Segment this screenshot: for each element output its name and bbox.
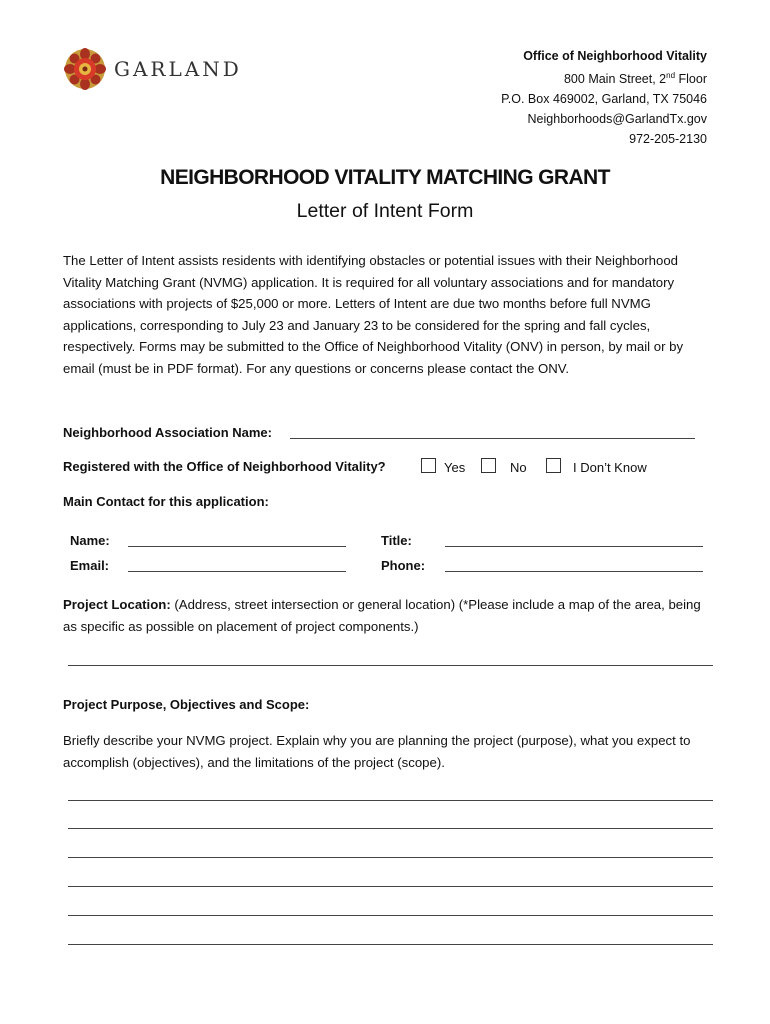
phone-field[interactable] [445, 557, 703, 572]
registered-unknown-checkbox[interactable] [546, 458, 561, 473]
project-location-text [63, 594, 713, 638]
logo-wordmark: GARLAND [114, 57, 242, 81]
project-purpose-line-1[interactable] [68, 786, 713, 801]
office-street-address [407, 66, 707, 89]
floor-text: Floor [675, 72, 707, 87]
phone-label: Phone: [381, 558, 426, 573]
name-field[interactable] [128, 532, 346, 547]
project-purpose-line-4[interactable] [68, 872, 713, 887]
project-purpose-description: Briefly describe your NVMG project. Explain why you are planning the project (purpose), what you expect to accomplish (objectives), and the limitations of the project (scope). [63, 733, 691, 770]
project-purpose-label: Project Purpose, Objectives and Scope: [63, 697, 310, 712]
office-contact-block [407, 46, 707, 149]
registered-no-label: No [510, 460, 527, 475]
name-label: Name: [70, 533, 110, 548]
title-field[interactable] [445, 532, 703, 547]
project-purpose-line-5[interactable] [68, 901, 713, 916]
registered-unknown-label: I Don’t Know [573, 460, 647, 475]
street-text: 800 Main Street, 2 [563, 72, 667, 87]
form-title: NEIGHBORHOOD VITALITY MATCHING GRANT [160, 166, 610, 189]
main-contact-label: Main Contact for this application: [63, 494, 269, 509]
registered-no-checkbox[interactable] [481, 458, 496, 473]
project-location-field[interactable] [68, 651, 713, 666]
garland-logo [64, 48, 242, 90]
project-location-instructions: (Address, street intersection or general location) (*Please include a map of the area, being as specific as possible on placement of project components.) [63, 597, 701, 634]
association-name-field[interactable] [290, 424, 695, 439]
registered-yes-label: Yes [444, 460, 466, 475]
form-subtitle: Letter of Intent Form [296, 200, 474, 222]
email-label: Email: [70, 558, 110, 573]
email-field[interactable] [128, 557, 346, 572]
project-purpose-line-3[interactable] [68, 843, 713, 858]
office-email[interactable]: Neighborhoods@GarlandTx.gov [527, 112, 707, 127]
office-phone: 972-205-2130 [629, 132, 707, 147]
title-label: Title: [381, 533, 412, 548]
registered-label: Registered with the Office of Neighborhood Vitality? [63, 459, 386, 474]
floor-ordinal: nd [666, 71, 676, 80]
office-name: Office of Neighborhood Vitality [523, 49, 707, 63]
association-name-label: Neighborhood Association Name: [63, 425, 272, 440]
intro-paragraph: The Letter of Intent assists residents with identifying obstacles or potential issues with their Neighborhood Vitality Matching Grant (NVMG) application. It is required for all voluntary associations and for mandatory associations with projects of $25,000 or more. Letters of Intent are due two months before full NVMG applications, corresponding to July 23 and January 23 to be considered for the spring and fall cycles, respectively. Forms may be submitted to the Office of Neighborhood Vitality (ONV) in person, by mail or by email (must be in PDF format). For any questions or concerns please contact the ONV. [63, 253, 684, 376]
garland-flower-icon [64, 48, 106, 90]
project-purpose-line-6[interactable] [68, 930, 713, 945]
project-location-label: Project Location: [63, 597, 171, 612]
project-purpose-line-2[interactable] [68, 814, 713, 829]
registered-yes-checkbox[interactable] [421, 458, 436, 473]
office-po-box: P.O. Box 469002, Garland, TX 75046 [501, 92, 707, 107]
